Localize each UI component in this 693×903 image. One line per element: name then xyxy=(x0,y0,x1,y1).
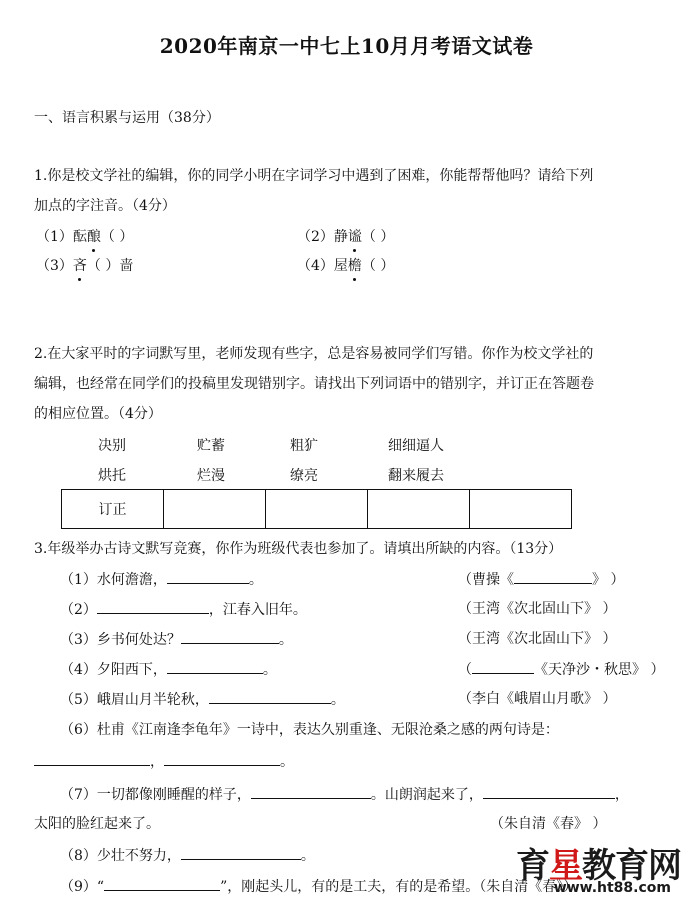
watermark-accent: 星 xyxy=(549,846,582,886)
fill-blank[interactable] xyxy=(34,751,150,766)
q3-item-1-text: （1）水何澹澹， xyxy=(60,572,167,588)
q1-item-4-blank: （ ） xyxy=(361,258,395,274)
q3-item-2-source: （王湾《次北固山下》 ） xyxy=(458,601,617,617)
fill-blank[interactable] xyxy=(514,569,592,584)
fill-blank[interactable] xyxy=(483,784,615,799)
q1-text-line1: 1.你是校文学社的编辑，你的同学小明在字词学习中遇到了困难，你能帮帮他吗？请给下列 xyxy=(34,168,594,184)
section-heading: 一、语言积累与运用（38分） xyxy=(34,110,220,126)
q3-item-3 xyxy=(60,629,293,650)
q1-item-4-dotted: 檐 xyxy=(347,258,362,274)
fill-blank[interactable] xyxy=(181,629,279,644)
q1-item-4-pre: （4）屋 xyxy=(297,258,348,274)
q1-item-4 xyxy=(297,256,394,276)
q1-item-2-blank: （ ） xyxy=(361,229,395,245)
q2-word: 粗犷 xyxy=(290,438,318,454)
q3-item-9-text: （9）“ xyxy=(60,879,105,895)
q3-item-7-end: ， xyxy=(614,787,629,803)
q3-intro: 3.年级举办古诗文默写竞赛，你作为班级代表也参加了。请填出所缺的内容。（13分） xyxy=(34,541,563,557)
q3-item-2 xyxy=(60,599,307,620)
fill-blank[interactable] xyxy=(164,751,280,766)
q3-item-1-source xyxy=(458,569,624,590)
correction-cell[interactable] xyxy=(470,490,572,529)
q3-source-pre: （曹操《 xyxy=(458,572,514,588)
q2-text-line2: 编辑，也经常在同学们的投稿里发现错别字。请找出下列词语中的错别字，并订正在答题卷 xyxy=(34,376,594,392)
q3-item-5-end: 。 xyxy=(330,692,345,708)
q3-item-3-text: （3）乡书何处达？ xyxy=(60,632,181,648)
q3-item-3-source: （王湾《次北固山下》 ） xyxy=(458,631,617,647)
q3-item-6-end: 。 xyxy=(280,754,294,770)
q3-item-8-text: （8）少壮不努力， xyxy=(60,848,181,864)
q3-item-1 xyxy=(60,569,263,590)
page-title: 2020年南京一中七上10月月考语文试卷 xyxy=(159,34,534,58)
q3-item-8 xyxy=(60,845,315,866)
q3-item-7-text: （7）一切都像刚睡醒的样子， xyxy=(60,787,251,803)
q3-item-1-end: 。 xyxy=(248,572,263,588)
q1-item-1-blank: （ ） xyxy=(100,229,134,245)
q1-item-1-dotted: 酿 xyxy=(86,229,101,245)
q2-text-line1: 2.在大家平时的字词默写里，老师发现有些字，总是容易被同学们写错。你作为校文学社的 xyxy=(34,346,594,362)
q2-word: 贮蓄 xyxy=(197,438,225,454)
q3-source-post: 》 ） xyxy=(592,572,625,588)
q2-word: 烂漫 xyxy=(197,468,225,484)
q3-item-9-end: ”，刚起头儿，有的是工夫，有的是希望。（朱自清《春》） xyxy=(220,879,578,895)
fill-blank[interactable] xyxy=(251,784,371,799)
q3-item-4-text: （4）夕阳西下， xyxy=(60,662,167,678)
fill-blank[interactable] xyxy=(181,845,301,860)
q1-text-line2: 加点的字注音。（4分） xyxy=(34,198,176,214)
q3-item-2-text: （2） xyxy=(60,602,97,618)
fill-blank[interactable] xyxy=(97,599,209,614)
q3-item-6-sep: ， xyxy=(150,754,164,770)
q3-item-2-end: ，江春入旧年。 xyxy=(208,602,307,618)
q3-item-4-end: 。 xyxy=(262,662,277,678)
correction-cell[interactable] xyxy=(164,490,266,529)
fill-blank[interactable] xyxy=(167,569,249,584)
q3-item-6: （6）杜甫《江南逢李龟年》一诗中，表达久别重逢、无限沧桑之感的两句诗是： xyxy=(60,722,559,738)
watermark-url: www.ht88.com xyxy=(553,880,671,896)
q3-item-6-answer xyxy=(34,751,294,772)
fill-blank[interactable] xyxy=(104,876,220,891)
q3-item-5-source: （李白《峨眉山月歌》 ） xyxy=(458,691,617,707)
q3-item-8-end: 。 xyxy=(300,848,315,864)
q2-text-line3: 的相应位置。（4分） xyxy=(34,406,162,422)
q3-item-4 xyxy=(60,659,277,680)
q3-item-3-end: 。 xyxy=(278,632,293,648)
q3-source-pre: （ xyxy=(458,662,472,678)
fill-blank[interactable] xyxy=(167,659,263,674)
correction-table xyxy=(61,489,572,529)
q1-item-3-dotted: 吝 xyxy=(72,258,87,274)
q1-item-2-dotted: 谧 xyxy=(347,229,362,245)
watermark-text: 教育网 xyxy=(582,846,681,886)
q1-item-2-pre: （2）静 xyxy=(297,229,348,245)
q3-item-5 xyxy=(60,689,345,710)
q1-item-3 xyxy=(36,256,133,276)
fill-blank[interactable] xyxy=(472,659,534,674)
q2-word: 翻来履去 xyxy=(388,468,444,484)
q1-item-3-pre: （3） xyxy=(36,258,73,274)
correction-cell[interactable] xyxy=(266,490,368,529)
q1-item-1-pre: （1）酝 xyxy=(36,229,87,245)
q3-item-7 xyxy=(60,784,629,805)
q1-item-3-blank: （ ）啬 xyxy=(86,258,134,274)
q3-item-7-mid: 。山朗润起来了， xyxy=(370,787,483,803)
q2-word: 缭亮 xyxy=(290,468,318,484)
q2-word: 烘托 xyxy=(98,468,126,484)
q2-word: 决别 xyxy=(98,438,126,454)
watermark-text: 育 xyxy=(516,846,549,886)
q3-item-7-line2: 太阳的脸红起来了。 xyxy=(34,816,160,832)
table-row xyxy=(62,490,572,529)
q2-word: 细细逼人 xyxy=(388,438,444,454)
q3-item-4-source xyxy=(458,659,664,680)
q3-source-post: 《天净沙・秋思》 ） xyxy=(534,662,665,678)
q3-item-7-source: （朱自清《春》 ） xyxy=(490,816,607,832)
q1-item-2 xyxy=(297,227,394,247)
q3-item-9 xyxy=(60,876,577,897)
q3-item-5-text: （5）峨眉山月半轮秋， xyxy=(60,692,209,708)
fill-blank[interactable] xyxy=(209,689,331,704)
q1-item-1 xyxy=(36,227,133,247)
correction-cell[interactable] xyxy=(368,490,470,529)
correction-label: 订正 xyxy=(62,490,164,529)
